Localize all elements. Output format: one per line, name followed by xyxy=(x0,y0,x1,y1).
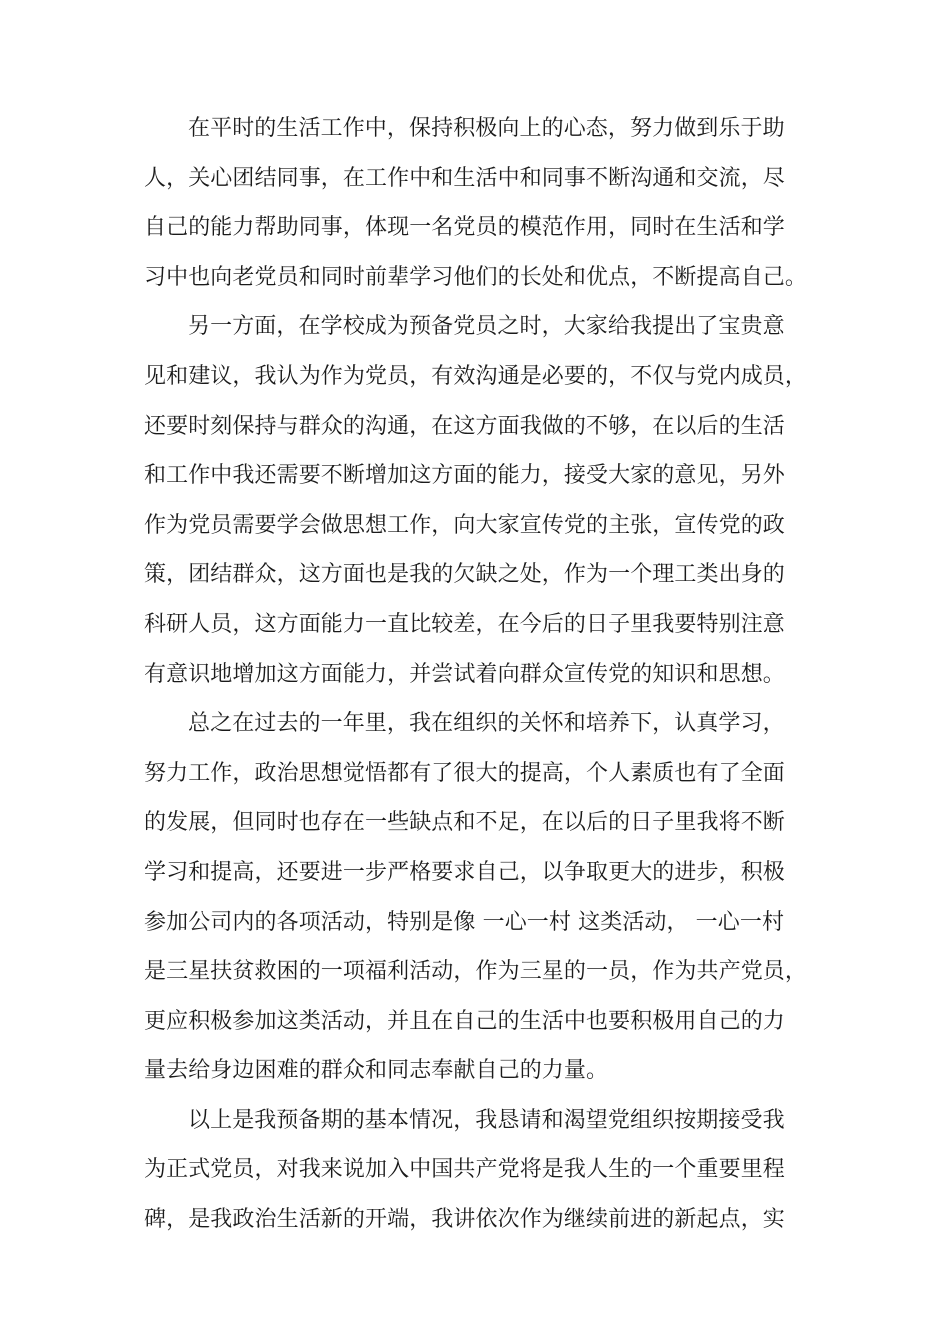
text-line: 努力工作，政治思想觉悟都有了很大的提高，个人素质也有了全面 xyxy=(144,760,785,786)
text-line: 参加公司内的各项活动，特别是像 一心一村 这类活动， 一心一村 xyxy=(144,909,785,935)
text-line: 碑，是我政治生活新的开端，我讲依次作为继续前进的新起点，实 xyxy=(144,1207,785,1233)
document-body xyxy=(144,104,808,1245)
text-line: 是三星扶贫救困的一项福利活动，作为三星的一员，作为共产党员， xyxy=(144,959,808,985)
text-line: 另一方面，在学校成为预备党员之时，大家给我提出了宝贵意 xyxy=(188,314,785,340)
text-line: 和工作中我还需要不断增加这方面的能力，接受大家的意见，另外 xyxy=(144,463,785,489)
text-line: 自己的能力帮助同事，体现一名党员的模范作用，同时在生活和学 xyxy=(144,215,785,241)
text-line: 有意识地增加这方面能力，并尝试着向群众宣传党的知识和思想。 xyxy=(144,661,785,687)
text-line: 的发展，但同时也存在一些缺点和不足，在以后的日子里我将不断 xyxy=(144,810,785,836)
text-line: 总之在过去的一年里，我在组织的关怀和培养下，认真学习， xyxy=(188,711,785,737)
text-line: 在平时的生活工作中，保持积极向上的心态，努力做到乐于助 xyxy=(188,116,785,141)
text-line: 习中也向老党员和同时前辈学习他们的长处和优点，不断提高自己。 xyxy=(144,264,808,290)
text-line: 学习和提高，还要进一步严格要求自己，以争取更大的进步，积极 xyxy=(144,859,785,885)
text-line: 还要时刻保持与群众的沟通，在这方面我做的不够，在以后的生活 xyxy=(144,413,785,439)
text-line: 作为党员需要学会做思想工作，向大家宣传党的主张，宣传党的政 xyxy=(144,512,785,538)
text-line: 策，团结群众，这方面也是我的欠缺之处，作为一个理工类出身的 xyxy=(144,562,785,588)
text-line: 为正式党员，对我来说加入中国共产党将是我人生的一个重要里程 xyxy=(144,1157,785,1183)
paragraph-1 xyxy=(144,104,808,302)
paragraph-4 xyxy=(144,1096,804,1245)
text-line: 科研人员，这方面能力一直比较差，在今后的日子里我要特别注意 xyxy=(144,611,785,637)
text-line: 见和建议，我认为作为党员，有效沟通是必要的，不仅与党内成员， xyxy=(144,363,808,389)
text-line: 以上是我预备期的基本情况，我恳请和渴望党组织按期接受我 xyxy=(188,1107,785,1133)
paragraph-3 xyxy=(144,699,808,1096)
text-line: 更应积极参加这类活动，并且在自己的生活中也要积极用自己的力 xyxy=(144,1008,785,1034)
text-line: 量去给身边困难的群众和同志奉献自己的力量。 xyxy=(144,1058,609,1084)
text-line: 人，关心团结同事，在工作中和生活中和同事不断沟通和交流，尽 xyxy=(144,165,785,191)
paragraph-2 xyxy=(144,302,808,699)
